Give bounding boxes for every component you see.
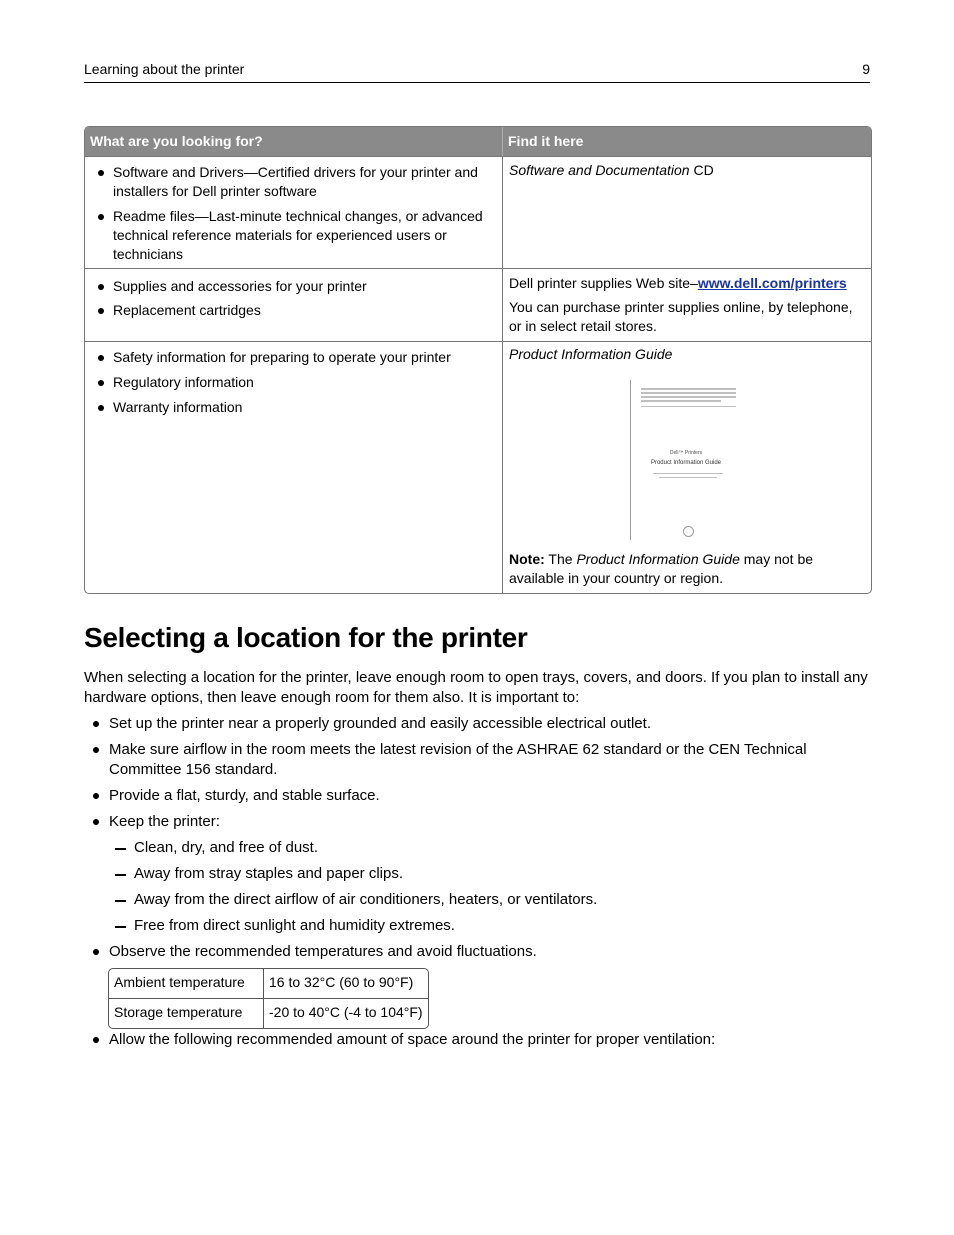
dell-logo-icon <box>683 526 694 537</box>
cover-title: Product Information Guide <box>650 460 722 466</box>
page-number: 9 <box>862 61 870 77</box>
sub-list-item: Away from stray staples and paper clips. <box>109 864 874 884</box>
list-item: Software and Drivers—Certified drivers for your printer and installers for Dell printer software <box>85 163 502 201</box>
table-row <box>85 156 871 268</box>
list-item: Allow the following recommended amount of space around the printer for proper ventilation: <box>84 1030 874 1050</box>
ventilation-list <box>84 1030 874 1056</box>
list-item: Readme files—Last-minute technical changes, or advanced technical reference materials for experienced users or technicians <box>85 207 502 264</box>
find-it-here-cell <box>503 157 871 268</box>
section-heading: Selecting a location for the printer <box>84 622 528 653</box>
running-header-title: Learning about the printer <box>84 61 245 77</box>
purchase-note: You can purchase printer supplies online, by telephone, or in select retail stores. <box>509 299 853 334</box>
looking-for-cell <box>85 269 503 341</box>
find-it-here-cell <box>503 342 871 593</box>
resource-suffix: CD <box>689 162 714 178</box>
list-item: Regulatory information <box>85 373 502 392</box>
table-row <box>85 268 871 341</box>
list-item: Set up the printer near a properly grounded and easily accessible electrical outlet. <box>84 714 874 734</box>
table-header-row <box>85 127 871 156</box>
sub-list-item: Away from the direct airflow of air conditioners, heaters, or ventilators. <box>109 890 874 910</box>
product-guide-cover-image <box>630 380 741 540</box>
column-header-looking-for: What are you looking for? <box>85 127 503 156</box>
list-item: Replacement cartridges <box>85 301 502 320</box>
temperature-value: -20 to 40°C (-4 to 104°F) <box>269 1004 423 1020</box>
list-item: Make sure airflow in the room meets the latest revision of the ASHRAE 62 standard or the CEN Technical Committee 156 standard. <box>84 740 874 780</box>
resource-title: Product Information Guide <box>509 346 673 362</box>
list-item: Keep the printer: Clean, dry, and free of dust. Away from stray staples and paper clips. Away from the direct airflow of air conditioners, heaters, or ventilators. Free from direct sunlight and humidity extremes. <box>84 812 874 936</box>
table-row <box>109 969 428 998</box>
temperature-value: 16 to 32°C (60 to 90°F) <box>269 974 414 990</box>
temperature-label: Storage temperature <box>109 999 264 1028</box>
requirements-list <box>84 714 874 968</box>
intro-paragraph: When selecting a location for the printer, leave enough room to open trays, covers, and doors. If you plan to install any hardware options, then leave enough room for them also. It is important to: <box>84 669 868 706</box>
column-header-find-it-here: Find it here <box>508 133 584 149</box>
list-item: Safety information for preparing to operate your printer <box>85 348 502 367</box>
note-label: Note: <box>509 551 545 567</box>
list-item: Supplies and accessories for your printer <box>85 277 502 296</box>
keep-printer-sublist <box>109 838 874 936</box>
list-item: Warranty information <box>85 398 502 417</box>
supplies-site-label: Dell printer supplies Web site– <box>509 275 698 291</box>
temperature-label: Ambient temperature <box>109 969 264 998</box>
resource-title: Software and Documentation <box>509 162 690 178</box>
looking-for-cell <box>85 157 503 268</box>
find-it-here-cell <box>503 269 871 341</box>
list-item: Provide a flat, sturdy, and stable surface. <box>84 786 874 806</box>
page-header <box>84 60 870 83</box>
table-row <box>85 341 871 593</box>
list-item: Observe the recommended temperatures and avoid fluctuations. <box>84 942 874 962</box>
table-row <box>109 998 428 1028</box>
temperature-table <box>108 968 429 1029</box>
dell-printers-link[interactable]: www.dell.com/printers <box>697 275 847 291</box>
info-table <box>84 126 872 594</box>
looking-for-cell <box>85 342 503 593</box>
sub-list-item: Clean, dry, and free of dust. <box>109 838 874 858</box>
cover-brand: Dell™ Printers <box>669 450 703 456</box>
sub-list-item: Free from direct sunlight and humidity extremes. <box>109 916 874 936</box>
note: Note: The Product Information Guide may not be available in your country or region. <box>509 551 814 586</box>
